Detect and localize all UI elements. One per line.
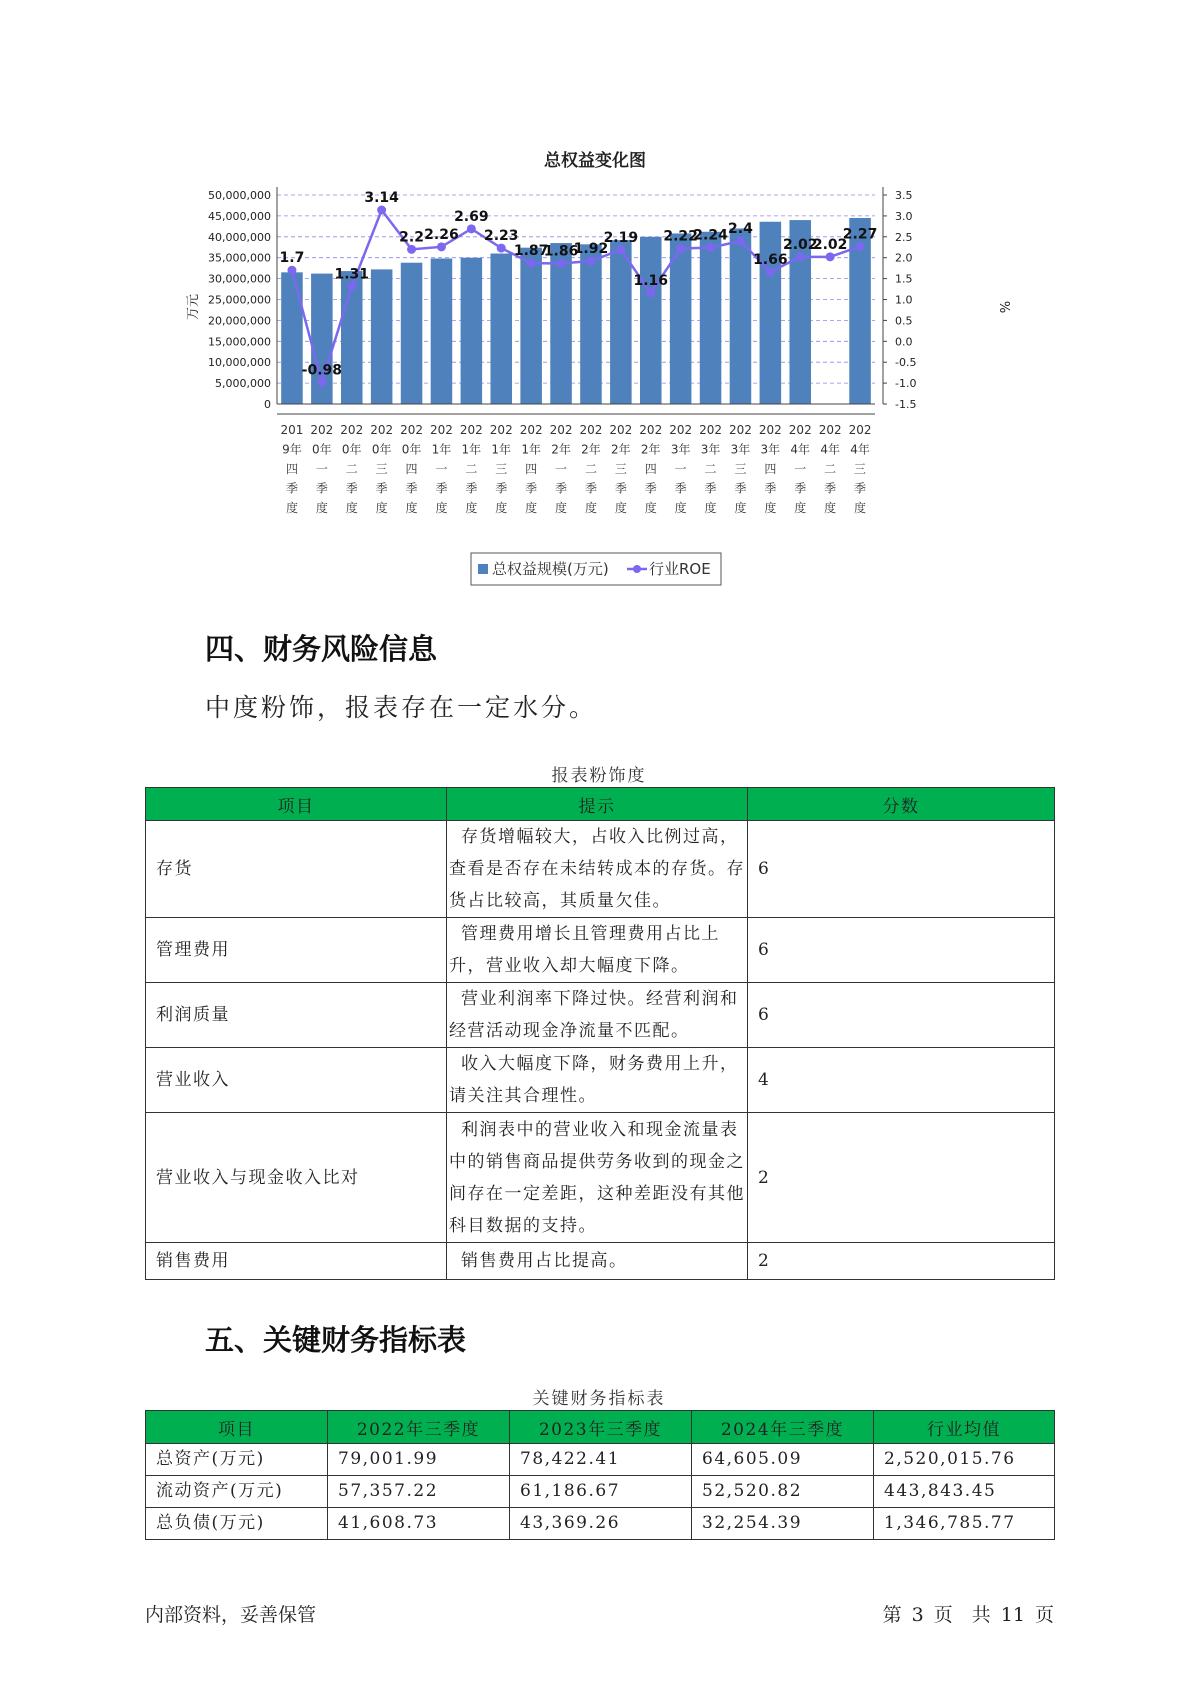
x-tick-label: 2年 <box>611 442 631 457</box>
x-tick-label: 0年 <box>312 442 332 457</box>
row-tip: 销售费用占比提高。 <box>447 1243 748 1280</box>
x-tick-label: 三 <box>375 462 388 476</box>
row-item: 营业收入 <box>146 1048 447 1113</box>
x-tick-label: 季 <box>674 481 687 496</box>
roe-data-label: 1.87 <box>513 243 549 260</box>
roe-data-label: 2.02 <box>812 236 848 253</box>
header-industry-avg: 行业均值 <box>874 1411 1055 1444</box>
equity-bar <box>490 254 512 404</box>
header-2023q3: 2023年三季度 <box>510 1411 692 1444</box>
roe-point <box>317 378 326 387</box>
roe-data-label: 1.31 <box>334 266 370 283</box>
y-tick-label: 20,000,000 <box>208 314 271 328</box>
y-tick-label: 25,000,000 <box>208 293 271 307</box>
roe-data-label: 2.4 <box>728 220 753 237</box>
x-tick-label: 二 <box>584 462 597 476</box>
table-row <box>146 983 1055 1048</box>
x-tick-label: 度 <box>495 501 508 515</box>
roe-point <box>287 266 296 275</box>
equity-chart <box>175 140 1015 600</box>
table-row <box>146 1476 1055 1508</box>
row-item: 利润质量 <box>146 983 447 1048</box>
roe-point <box>527 259 536 268</box>
row-item: 存货 <box>146 821 447 918</box>
x-tick-label: 0年 <box>341 442 362 457</box>
x-tick-label: 4年 <box>850 442 870 457</box>
x-tick-label: 度 <box>644 501 657 515</box>
x-tick-label: 季 <box>794 481 807 496</box>
y2-tick-label: 3.5 <box>895 189 913 202</box>
roe-point <box>437 242 446 251</box>
cell: 总资产(万元) <box>146 1444 328 1476</box>
equity-bar <box>401 263 423 404</box>
cell: 61,186.67 <box>510 1476 692 1508</box>
roe-data-label: 2.23 <box>483 228 519 245</box>
cell: 32,254.39 <box>692 1508 874 1540</box>
legend-line-label: 行业ROE <box>649 560 711 578</box>
roe-data-label: 2.24 <box>693 227 728 244</box>
row-item: 销售费用 <box>146 1243 447 1280</box>
x-tick-label: 季 <box>704 481 717 496</box>
roe-point <box>467 224 476 233</box>
x-tick-label: 1年 <box>491 442 512 457</box>
row-score: 2 <box>748 1113 1055 1243</box>
cell: 总负债(万元) <box>146 1508 328 1540</box>
x-tick-label: 度 <box>704 501 717 515</box>
x-tick-label: 季 <box>555 481 568 496</box>
table-row <box>146 1444 1055 1476</box>
x-tick-label: 度 <box>315 501 328 515</box>
x-tick-label: 季 <box>734 481 747 496</box>
roe-data-label: 3.14 <box>364 190 399 207</box>
x-tick-label: 度 <box>525 501 538 515</box>
x-tick-label: 202 <box>639 423 663 437</box>
x-tick-label: 季 <box>465 481 478 496</box>
roe-data-label: 1.66 <box>753 251 788 268</box>
roe-point <box>616 245 625 254</box>
x-tick-label: 度 <box>614 501 627 515</box>
y-tick-label: 30,000,000 <box>208 272 271 286</box>
table-row <box>146 1508 1055 1540</box>
y-tick-label: 45,000,000 <box>208 209 271 223</box>
x-tick-label: 二 <box>465 462 478 476</box>
x-tick-label: 度 <box>734 501 747 515</box>
roe-point <box>856 242 865 251</box>
cell: 流动资产(万元) <box>146 1476 328 1508</box>
header-item: 项目 <box>146 1411 328 1444</box>
x-tick-label: 二 <box>345 462 358 476</box>
x-tick-label: 季 <box>824 481 837 496</box>
roe-data-label: 2.22 <box>663 228 698 245</box>
x-tick-label: 一 <box>674 462 687 476</box>
y-tick-label: 35,000,000 <box>208 251 271 265</box>
x-tick-label: 202 <box>728 423 752 437</box>
cell: 57,357.22 <box>328 1476 510 1508</box>
x-tick-label: 一 <box>435 462 448 476</box>
y2-tick-label: -1.0 <box>895 377 917 391</box>
x-tick-label: 度 <box>465 501 478 515</box>
table-row <box>146 1113 1055 1243</box>
equity-bar <box>730 228 752 404</box>
equity-bar <box>281 272 303 404</box>
x-tick-label: 9年 <box>282 442 302 457</box>
x-tick-label: 1年 <box>461 442 482 457</box>
roe-point <box>676 244 685 253</box>
y2-tick-label: -0.5 <box>895 356 917 370</box>
roe-point <box>706 243 715 252</box>
table-row <box>146 918 1055 983</box>
chart-grid <box>277 195 875 383</box>
x-tick-label: 0年 <box>401 442 422 457</box>
x-tick-label: 二 <box>704 462 717 476</box>
header-2022q3: 2022年三季度 <box>328 1411 510 1444</box>
cell: 64,605.09 <box>692 1444 874 1476</box>
y2-tick-label: 2.0 <box>895 251 913 265</box>
roe-point <box>557 259 566 268</box>
x-tick-label: 202 <box>848 423 872 437</box>
table-row <box>146 1243 1055 1280</box>
x-tick-label: 三 <box>614 462 627 476</box>
x-tick-label: 四 <box>405 462 418 476</box>
x-tick-label: 四 <box>644 462 657 476</box>
table-row <box>146 821 1055 918</box>
y2-tick-label: 0.5 <box>895 314 913 328</box>
table-row <box>146 1048 1055 1113</box>
x-tick-label: 度 <box>854 501 867 515</box>
x-tick-label: 202 <box>699 423 723 437</box>
row-tip: 存货增幅较大，占收入比例过高，查看是否存在未结转成本的存货。存货占比较高，其质量欠佳。 <box>447 821 748 918</box>
header-item: 项目 <box>146 788 447 821</box>
y2-tick-label: 1.0 <box>895 293 913 307</box>
x-tick-label: 季 <box>435 481 448 496</box>
equity-bar <box>760 222 782 404</box>
equity-bar <box>640 237 662 404</box>
x-tick-label: 度 <box>435 501 448 515</box>
x-tick-label: 3年 <box>670 442 691 457</box>
y2-tick-label: -1.5 <box>895 398 917 411</box>
x-tick-label: 1年 <box>521 442 541 457</box>
row-item: 管理费用 <box>146 918 447 983</box>
x-tick-label: 二 <box>824 462 837 476</box>
x-tick-label: 四 <box>525 462 538 476</box>
roe-point <box>646 288 655 297</box>
row-score: 6 <box>748 983 1055 1048</box>
roe-data-label: 2.19 <box>603 229 639 246</box>
x-tick-label: 一 <box>555 462 568 476</box>
indicator-table-header <box>146 1411 1055 1444</box>
roe-point <box>826 252 835 261</box>
chart-legend <box>471 553 721 585</box>
x-tick-label: 三 <box>854 462 867 476</box>
x-tick-label: 202 <box>758 423 782 437</box>
x-tick-label: 202 <box>429 423 453 437</box>
risk-summary: 中度粉饰，报表存在一定水分。 <box>205 693 598 722</box>
x-tick-label: 季 <box>644 481 657 496</box>
x-tick-label: 3年 <box>730 442 751 457</box>
x-tick-label: 3年 <box>700 442 721 457</box>
chart-roe-line <box>280 190 878 387</box>
footer-page-number: 第 3 页 共 11 页 <box>882 1604 1054 1626</box>
roe-data-label: 2.26 <box>424 226 459 243</box>
y-tick-label: 10,000,000 <box>208 356 271 370</box>
x-tick-label: 度 <box>584 501 597 515</box>
x-tick-label: 202 <box>609 423 633 437</box>
x-tick-label: 度 <box>285 501 298 515</box>
roe-point <box>796 252 805 261</box>
x-tick-label: 季 <box>375 481 388 496</box>
roe-point <box>586 257 595 266</box>
roe-data-label: 1.7 <box>279 250 305 267</box>
x-tick-label: 季 <box>285 481 298 496</box>
cell: 52,520.82 <box>692 1476 874 1508</box>
x-tick-label: 度 <box>764 501 777 515</box>
y-tick-label: 15,000,000 <box>208 335 271 349</box>
y2-axis-label: % <box>996 300 1011 314</box>
x-tick-label: 季 <box>495 481 508 496</box>
roe-point <box>347 282 356 291</box>
roe-data-label: 1.86 <box>543 243 579 260</box>
x-tick-label: 2年 <box>640 442 661 457</box>
x-tick-label: 202 <box>818 423 842 437</box>
row-score: 6 <box>748 821 1055 918</box>
x-tick-label: 202 <box>519 423 543 437</box>
x-tick-label: 202 <box>459 423 483 437</box>
legend-bar-label: 总权益规模(万元) <box>492 560 609 578</box>
x-tick-label: 202 <box>788 423 812 437</box>
x-tick-label: 202 <box>669 423 693 437</box>
footer-note: 内部资料，妥善保管 <box>145 1604 317 1626</box>
y-tick-label: 0 <box>264 398 271 411</box>
x-tick-label: 季 <box>525 481 538 496</box>
row-tip: 收入大幅度下降，财务费用上升，请关注其合理性。 <box>447 1048 748 1113</box>
x-tick-label: 2年 <box>581 442 601 457</box>
header-tip: 提示 <box>447 788 748 821</box>
y-tick-label: 5,000,000 <box>215 377 271 391</box>
x-tick-label: 2年 <box>551 442 571 457</box>
x-tick-label: 3年 <box>760 442 781 457</box>
x-tick-label: 度 <box>824 501 837 515</box>
x-tick-label: 季 <box>854 481 867 496</box>
roe-data-label: 1.16 <box>633 272 669 289</box>
y-tick-label: 50,000,000 <box>208 189 271 202</box>
roe-data-label: -0.98 <box>301 362 343 379</box>
section5-title: 五、关键财务指标表 <box>205 1323 467 1357</box>
equity-bar <box>580 244 602 404</box>
equity-bar <box>610 240 632 404</box>
roe-point <box>407 245 416 254</box>
x-tick-label: 202 <box>549 423 573 437</box>
y2-tick-label: 0.0 <box>895 335 913 349</box>
x-tick-label: 度 <box>674 501 687 515</box>
x-tick-label: 季 <box>614 481 627 496</box>
x-tick-label: 季 <box>584 481 597 496</box>
roe-data-label: 2.2 <box>399 229 424 246</box>
equity-bar <box>431 259 453 404</box>
equity-bar <box>371 269 393 404</box>
row-tip: 营业利润率下降过快。经营利润和经营活动现金净流量不匹配。 <box>447 983 748 1048</box>
cell: 443,843.45 <box>874 1476 1055 1508</box>
x-tick-label: 度 <box>405 501 418 515</box>
cell: 2,520,015.76 <box>874 1444 1055 1476</box>
legend-bar-swatch <box>478 564 488 574</box>
x-tick-label: 0年 <box>371 442 392 457</box>
x-tick-label: 季 <box>764 481 777 496</box>
section4-title: 四、财务风险信息 <box>205 632 438 666</box>
equity-bar <box>700 232 722 404</box>
x-tick-label: 季 <box>345 481 358 496</box>
cell: 41,608.73 <box>328 1508 510 1540</box>
roe-point <box>377 206 386 215</box>
roe-point <box>736 236 745 245</box>
legend-line-marker <box>633 565 641 573</box>
roe-data-label: 2.69 <box>454 208 489 225</box>
x-tick-label: 度 <box>794 501 807 515</box>
cell: 78,422.41 <box>510 1444 692 1476</box>
roe-point <box>766 267 775 276</box>
x-tick-label: 4年 <box>820 442 840 457</box>
x-tick-label: 三 <box>495 462 508 476</box>
x-tick-label: 四 <box>285 462 298 476</box>
chart-x-labels <box>280 423 871 515</box>
x-tick-label: 三 <box>734 462 747 476</box>
y2-tick-label: 2.5 <box>895 230 913 244</box>
row-tip: 利润表中的营业收入和现金流量表中的销售商品提供劳务收到的现金之间存在一定差距，这种差距没有其他科目数据的支持。 <box>447 1113 748 1243</box>
x-tick-label: 202 <box>340 423 364 437</box>
x-tick-label: 202 <box>310 423 334 437</box>
x-tick-label: 201 <box>280 423 304 437</box>
row-score: 2 <box>748 1243 1055 1280</box>
equity-bar <box>461 258 483 404</box>
indicator-table <box>145 1410 1055 1540</box>
row-tip: 管理费用增长且管理费用占比上升，营业收入却大幅度下降。 <box>447 918 748 983</box>
cell: 43,369.26 <box>510 1508 692 1540</box>
x-tick-label: 度 <box>555 501 568 515</box>
x-tick-label: 季 <box>315 481 328 496</box>
roe-data-label: 2.02 <box>782 236 818 253</box>
risk-table-caption: 报表粉饰度 <box>551 766 647 786</box>
cell: 1,346,785.77 <box>874 1508 1055 1540</box>
header-score: 分数 <box>748 788 1055 821</box>
x-tick-label: 202 <box>489 423 513 437</box>
roe-point <box>497 244 506 253</box>
y-tick-label: 40,000,000 <box>208 230 271 244</box>
equity-bar <box>520 248 542 404</box>
row-score: 4 <box>748 1048 1055 1113</box>
x-tick-label: 四 <box>764 462 777 476</box>
cell: 79,001.99 <box>328 1444 510 1476</box>
x-tick-label: 4年 <box>790 442 811 457</box>
x-tick-label: 度 <box>345 501 358 515</box>
roe-data-label: 1.92 <box>573 241 609 258</box>
risk-table <box>145 787 1055 1280</box>
indicator-table-caption: 关键财务指标表 <box>532 1389 666 1409</box>
roe-data-label: 2.27 <box>842 226 878 243</box>
x-tick-label: 度 <box>375 501 388 515</box>
y2-tick-label: 1.5 <box>895 272 913 286</box>
x-tick-label: 202 <box>400 423 424 437</box>
x-tick-label: 202 <box>579 423 603 437</box>
x-tick-label: 季 <box>405 481 418 496</box>
x-tick-label: 202 <box>370 423 394 437</box>
header-2024q3: 2024年三季度 <box>692 1411 874 1444</box>
risk-table-header <box>146 788 1055 821</box>
y-axis-label: 万元 <box>186 293 201 321</box>
row-item: 营业收入与现金收入比对 <box>146 1113 447 1243</box>
x-tick-label: 一 <box>315 462 328 476</box>
y2-tick-label: 3.0 <box>895 209 913 223</box>
x-tick-label: 1年 <box>431 442 452 457</box>
chart-title: 总权益变化图 <box>544 151 646 171</box>
row-score: 6 <box>748 918 1055 983</box>
x-tick-label: 一 <box>794 462 807 476</box>
